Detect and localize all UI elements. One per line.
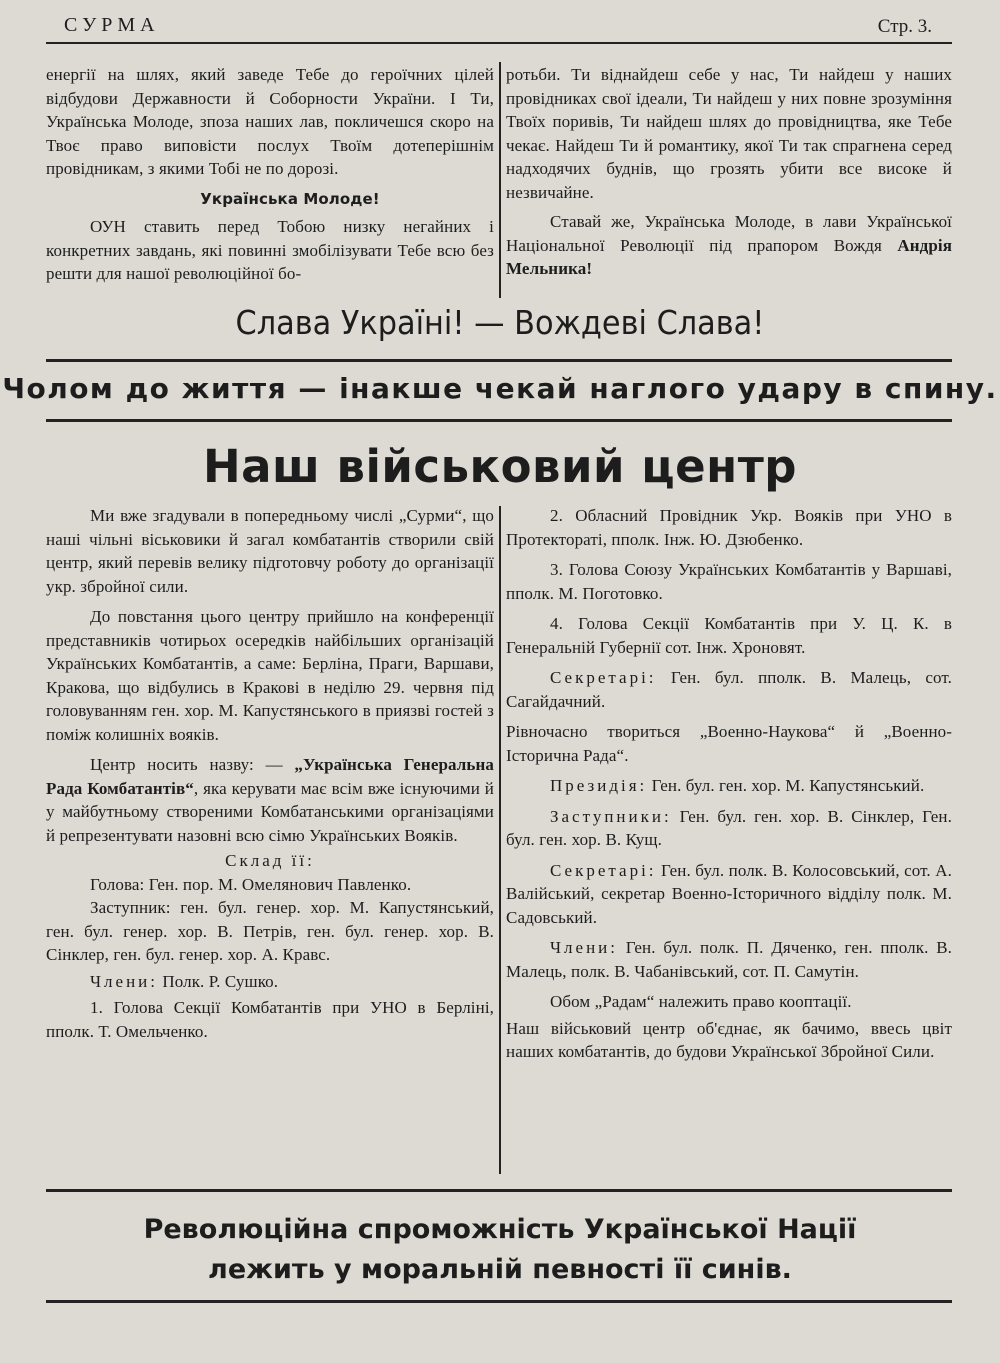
youth-heading: Українська Молоде! — [200, 189, 380, 208]
article-right-column — [506, 504, 952, 1064]
secretaries-label-2: Секретарі: — [550, 860, 657, 880]
members-label-right: Члени: — [550, 938, 618, 957]
deputies-label: Заступники: — [550, 806, 672, 826]
member-item-4: 4. Голова Секції Комбатантів при У. Ц. К. в Генеральній Губернії сот. Інж. Хроновят. — [506, 614, 952, 657]
chairman-line: Голова: Ген. пор. М. Омелянович Павленко. — [90, 874, 412, 894]
call-paragraph — [506, 210, 952, 281]
page-number: Стр. 3. — [877, 16, 932, 37]
article-bottom-rule — [46, 1189, 952, 1192]
article-paragraph-2: До повстання цього центру прийшло на конференції представників чотирьох осередків найбільших організацій Українських Комбатантів, а саме: Берліна, Праги, Варшави, Кракова, що відбулись в Кракові в неділю 29. червня під головуванням ген. хор. М. Капустянського в приязві гостей з поміж колишніх вояків. — [46, 607, 494, 744]
p3-rest: , яка керувати має всім вже існуючими й у майбутньому створеними Комбатанськими організаціями й репрезентувати назовні всю сімю Українських Вояків. — [46, 778, 494, 845]
closing-slogan-line-1: Революційна спроможність Української Нації — [143, 1214, 857, 1245]
banner-motto: Чолом до життя — інакше чекай наглого удару в спину. — [2, 372, 998, 405]
column-divider-top — [499, 62, 501, 298]
member-item-3: 3. Голова Союзу Українських Комбатантів у Варшаві, пполк. М. Поготовко. — [506, 560, 952, 603]
composition-heading: Склад її: — [225, 851, 315, 870]
header-rule — [46, 42, 952, 44]
members-line — [46, 970, 494, 994]
continuation-text-left: енергії на шлях, який заведе Тебе до героїчних цілей відбудови Державности й Соборности України. І Ти, Українська Молоде, зпоза наших лав, покличешся скоро на Твоє право виповісти послух Твоїм дотеперішнім провідникам, з якими Тобі не по дорозі. — [46, 65, 494, 178]
secretaries-line-2 — [506, 859, 952, 930]
member-item-1: 1. Голова Секції Комбатантів при УНО в Берліні, пполк. Т. Омельченко. — [46, 998, 494, 1041]
closing-slogan-line-2: лежить у моральній певності її синів. — [208, 1254, 792, 1285]
article-paragraph-3 — [46, 753, 494, 847]
members-value-right: Ген. бул. полк. П. Дяченко, ген. пполк. В. Малець, полк. В. Чабанівський, сот. П. Самутін. — [506, 938, 952, 981]
article-left-column — [46, 504, 494, 1043]
cooptation-line: Обом „Радам“ належить право коoптації. — [550, 992, 852, 1011]
members-label: Члени: — [90, 971, 158, 991]
oun-paragraph: ОУН ставить перед Тобою низку негайних і конкретних завдань, які повинні змобілізувати Тебе всю без решти для нашої революційної бо- — [46, 217, 494, 283]
secretaries-label-1: Секретарі: — [550, 668, 657, 687]
slogan-rule — [46, 359, 952, 362]
top-left-column — [46, 63, 494, 286]
secretaries-value-1: Ген. бул. пполк. В. Малець, сот. Сагайдачний. — [506, 668, 952, 711]
presidium-line — [506, 774, 952, 798]
presidium-value: Ген. бул. ген. хор. М. Капустянський. — [651, 776, 925, 795]
secretaries-value-2: Ген. бул. полк. В. Колосовський, сот. А. Валійський, секретар Военно-Історичного відділу полк. М. Садовський. — [506, 860, 952, 927]
call-text: Ставай же, Українська Молоде, в лави Української Національної Революції під прапором Вождя — [506, 212, 952, 255]
presidium-label: Президія: — [550, 776, 648, 795]
slogan: Слава Україні! — Вождеві Слава! — [235, 303, 765, 342]
secretaries-line-1 — [506, 666, 952, 713]
continuation-text-right: ротьби. Ти віднайдеш себе у нас, Ти найдеш у наших провідниках свої ідеали, Ти найдеш у них повне зрозуміння Твоїх поривів, Ти найдеш шлях до провідництва, яке Тебе чекає. Найдеш Ти й романтику, якої Ти так спрагнена серед надходячих буднів, що грозять убити все високе й незвичайне. — [506, 65, 952, 202]
members-line-right — [506, 936, 952, 983]
footer-rule — [46, 1300, 952, 1303]
article-paragraph-1: Ми вже згадували в попередньому числі „Сурми“, що наші чільні віськовики й загал комбатантів створили свій центр, який перевів велику підготовчу роботу до організації укр. збройної сили. — [46, 506, 494, 596]
council-name: „Українська Генеральна Рада Комбатантів“ — [46, 755, 494, 798]
article-title: Наш військовий центр — [203, 440, 797, 493]
leader-name: Андрія Мельника! — [506, 235, 952, 278]
deputy-line: Заступник: ген. бул. генер. хор. М. Капустянський, ген. бул. генер. хор. В. Петрів, ген. бул. генер. хор. В. Сінклер, ген. бул. генер. хор. А. Кравс. — [46, 898, 494, 964]
top-right-column — [506, 63, 952, 281]
closing-paragraph: Наш військовий центр об'єднає, як бачимо, ввесь цвіт наших комбатантів, до будови Української Збройної Сили. — [506, 1018, 952, 1061]
masthead-title: СУРМА — [64, 14, 160, 36]
councils-line: Рівночасно твориться „Военно-Наукова“ й „Военно-Історична Рада“. — [506, 722, 952, 765]
members-value: Полк. Р. Сушко. — [162, 971, 279, 991]
column-divider-article — [499, 506, 501, 1174]
member-item-2: 2. Обласний Провідник Укр. Вояків при УНО в Протектораті, пполк. Інж. Ю. Дзюбенко. — [506, 506, 952, 549]
banner-rule — [46, 419, 952, 422]
deputies-value: Ген. бул. ген. хор. В. Сінклер, Ген. бул. ген. хор. В. Кущ. — [506, 806, 952, 849]
p3-lead: Центр носить назву: — — [90, 755, 295, 774]
deputies-line — [506, 805, 952, 852]
